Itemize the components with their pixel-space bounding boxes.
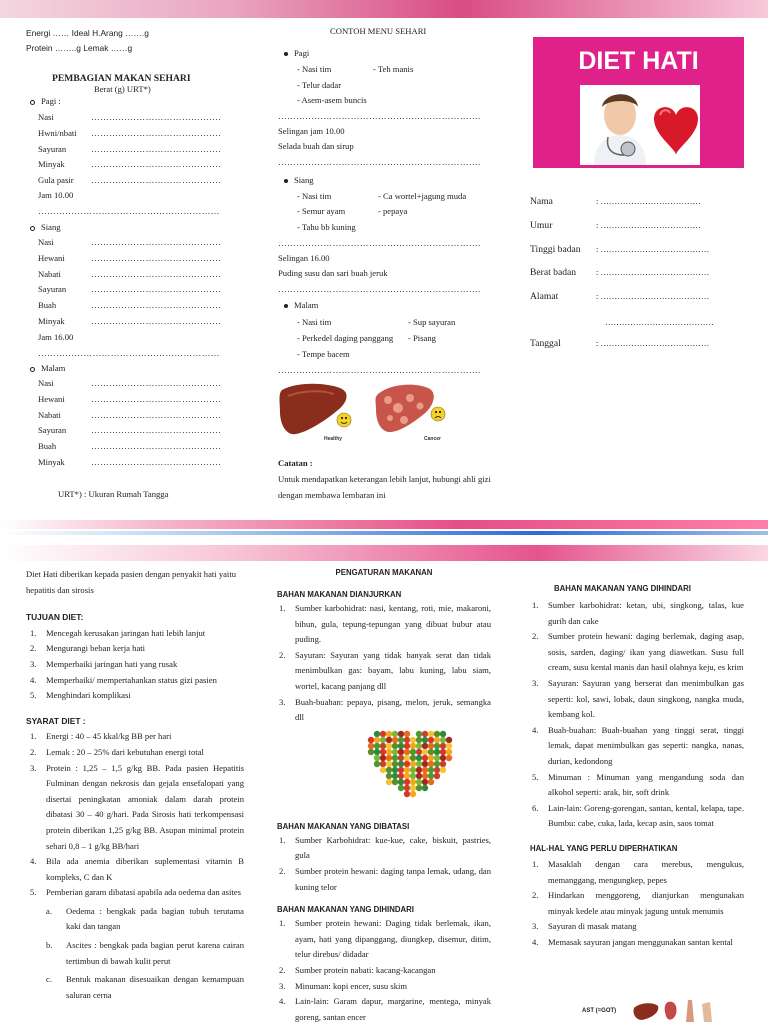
food-amount-dots: …………………………………….: [91, 378, 221, 388]
food-group-label: Minyak: [38, 457, 65, 467]
identity-field-label: Tinggi badan: [530, 244, 581, 255]
list-text: Lain-lain: Garam dapur, margarine, mentega, minyak goreng, santan encer: [295, 996, 491, 1022]
list-item: [26, 761, 244, 855]
identity-field-value: : …………………………………: [596, 245, 710, 254]
list-item: [530, 935, 744, 951]
bottom-right-panel: [530, 582, 744, 950]
sub-list-item: [26, 904, 244, 935]
menu-item: - Sup sayuran: [408, 317, 456, 327]
list-text: Mengurangi beban kerja hati: [46, 643, 146, 654]
list-number: 5.: [30, 887, 37, 898]
sub-list-letter: b.: [46, 940, 53, 951]
food-group-label: Sayuran: [38, 425, 67, 436]
list-number: 4.: [30, 856, 37, 867]
menu-item: - Tahu bb kuning: [297, 222, 356, 232]
menu-dots: ………………………………………………………….: [278, 111, 481, 121]
list-text: Hindarkan menggoreng, dianjurkan mengunakan minyak kedele atau minyak jagung untuk menumis: [548, 890, 744, 916]
list-item: [26, 688, 244, 704]
food-group-label: Nasi: [38, 378, 54, 388]
diet-hati-cover: [533, 37, 744, 168]
list-number: 3.: [532, 677, 539, 688]
list-item: [26, 745, 244, 761]
food-amount-dots: …………………………………….: [91, 441, 221, 452]
list-number: 4.: [532, 724, 539, 735]
list-number: 2.: [279, 649, 286, 660]
list-text: Sayuran: Sayuran yang berserat dan menimbulkan gas seperti: kol, sawi, lobak, daun singkong, nangka muda, kembang kol.: [548, 677, 744, 720]
list-item: [26, 885, 244, 901]
top-decorative-band: [0, 0, 768, 18]
list-item: [277, 864, 491, 895]
menu-dots: ………………………………………………………….: [278, 365, 481, 375]
list-item: [530, 801, 744, 832]
list-text: Memperbaiki jaringan hati yang rusak: [46, 658, 178, 669]
menu-item: - Nasi tim: [297, 191, 332, 201]
menu-item: - Nasi tim: [297, 64, 332, 74]
list-text: Mencegah kerusakan jaringan hati lebih lanjut: [46, 627, 206, 638]
list-text: Protein : 1,25 – 1,5 g/kg BB. Pada pasien Hepatitis Fulminan dengan nekrosis dan gejala ensefalopati yang disertai peningkatan amoniak dalam darah protein dibatasi 30 – 40 g/hari. Pada Sirosis hati terkompensasi protein diberikan 1,25 g/kg BB. Asupan minimal protein sehari 0,8 – 1 g/kg BB/hari: [46, 762, 244, 851]
list-text: Memperbaiki/ mempertahankan status gizi pasien: [46, 674, 217, 685]
list-item: [277, 648, 491, 695]
menu-dots: ………………………………………………………….: [278, 284, 481, 294]
food-group-label: Gula pasir: [38, 175, 74, 186]
list-item: [530, 919, 744, 935]
food-amount-dots: …………………………………….: [91, 300, 221, 311]
ast-label: AST (=GOT): [582, 1008, 617, 1014]
list-text: Minuman : Minuman yang mengandung soda dan alkohol seperti: arak, bir, soft drink: [548, 771, 744, 798]
sub-list-item: [26, 972, 244, 1003]
list-number: 1.: [279, 918, 286, 929]
list-number: 2.: [532, 631, 539, 642]
contoh-menu-title: CONTOH MENU SEHARI: [330, 26, 427, 36]
food-group-label: Minyak: [38, 159, 65, 170]
identity-field: [530, 267, 709, 278]
list-text: Bila ada anemia diberikan suplementasi vitamin B kompleks, C dan K: [46, 856, 244, 882]
list-number: 1.: [279, 603, 286, 613]
food-amount-dots: …………………………………….: [91, 409, 221, 420]
food-amount-dots: …………………………………….: [91, 237, 221, 247]
identity-field-value: : …………………………………: [596, 268, 710, 277]
list-number: 1.: [279, 834, 286, 845]
list-number: 2.: [30, 643, 37, 654]
list-number: 2.: [279, 865, 286, 876]
identity-field: [530, 220, 701, 231]
list-item: [277, 601, 491, 648]
list-item: [277, 833, 491, 864]
menu-item: - Asem-asem buncis: [297, 95, 367, 105]
jam16-dots: ……………………………………………………: [38, 348, 220, 358]
list-item: [277, 979, 491, 995]
middle-blue-band: [0, 531, 768, 535]
list-number: 3.: [532, 921, 539, 932]
food-group-label: Nasi: [38, 112, 54, 122]
urt-footnote: URT*) : Ukuran Rumah Tangga: [58, 489, 169, 499]
energi-line: Energi …… Ideal H.Arang …….g: [26, 28, 149, 38]
identity-field: [530, 244, 709, 255]
list-text: Sumber karbohidrat: nasi, kentang, roti, mie, makaroni, bihun, gula, tepung-tepungan yang dibuat bubur atau puding.: [295, 603, 491, 645]
selingan-1-menu: Selada buah dan sirup: [278, 141, 354, 151]
healthy-label: Healthy: [324, 436, 343, 442]
identity-field-value: : …………………………………: [596, 339, 710, 348]
protein-line: Protein ……..g Lemak ……g: [26, 43, 133, 53]
menu-item: - Teh manis: [373, 64, 414, 74]
sub-list-text: Ascites : bengkak pada bagian perut karena cairan tertimbun di bawah kulit perut: [66, 940, 244, 966]
pengaturan-title: PENGATURAN MAKANAN: [335, 568, 433, 577]
list-text: Lain-lain: Goreng-gorengan, santan, kental, kelapa, tape. Bumbu: cabe, cuka, lada, kecap asin, saos tomat: [548, 802, 744, 829]
food-group-label: Nabati: [38, 409, 61, 420]
list-item: [277, 695, 491, 726]
list-number: 4.: [532, 936, 539, 947]
food-group-label: Hwni/nbati: [38, 127, 77, 138]
list-text: Buah-buahan: pepaya, pisang, melon, jeruk, semangka dll: [295, 696, 491, 723]
doctor-with-heart-photo: [580, 85, 700, 165]
food-group-label: Nasi: [38, 237, 54, 247]
food-amount-dots: …………………………………….: [91, 425, 221, 436]
list-text: Sumber karbohidrat: ketan, ubi, singkong, talas, kue gurih dan cake: [548, 600, 744, 626]
list-item: [530, 629, 744, 676]
menu-dots: ………………………………………………………….: [278, 238, 481, 248]
list-text: Sumber protein nabati: kacang-kacangan: [295, 964, 436, 975]
food-amount-dots: …………………………………….: [91, 284, 221, 295]
list-number: 3.: [30, 658, 37, 669]
list-number: 2.: [532, 890, 539, 901]
jam10-label: Jam 10.00: [38, 190, 74, 200]
list-text: Energi : 40 – 45 kkal/kg BB per hari: [46, 731, 172, 742]
list-item: [277, 994, 491, 1024]
food-group-label: Buah: [38, 441, 57, 452]
identity-field: [530, 338, 709, 349]
column-headers: Berat (g) URT*): [94, 84, 151, 94]
food-amount-dots: …………………………………….: [91, 393, 221, 404]
organ-icons: [630, 998, 750, 1024]
jam16-label: Jam 16.00: [38, 332, 74, 342]
catatan-text: Untuk mendapatkan keterangan lebih lanjut, hubungi ahli gizi dengan membawa lembaran ini: [278, 474, 491, 500]
cancer-label: Cancer: [424, 436, 441, 442]
food-group-label: Buah: [38, 300, 57, 311]
list-item: [26, 657, 244, 673]
identity-field: [530, 291, 709, 302]
cancer-liver-illustration: [374, 380, 454, 442]
list-text: Sayuran di masak matang: [548, 921, 637, 932]
vegetable-heart-image: [277, 726, 491, 822]
food-group-label: Sayuran: [38, 143, 67, 154]
list-number: 2.: [30, 746, 37, 757]
list-item: [530, 598, 744, 629]
malam-heading: Malam: [30, 363, 65, 373]
list-item: [530, 723, 744, 770]
intro-text: Diet Hati diberikan kepada pasien dengan penyakit hati yaitu hepatitis dan sirosis: [26, 569, 236, 595]
list-item: [530, 857, 744, 888]
food-amount-dots: …………………………………….: [91, 143, 221, 154]
dianjurkan-title: BAHAN MAKANAN DIANJURKAN: [277, 590, 402, 599]
cover-title: DIET HATI: [578, 47, 699, 75]
list-number: 1.: [532, 858, 539, 869]
list-number: 5.: [30, 690, 37, 701]
list-number: 2.: [279, 964, 286, 975]
food-amount-dots: …………………………………….: [91, 175, 221, 186]
menu-malam: Malam: [284, 300, 318, 310]
food-group-label: Sayuran: [38, 284, 67, 295]
catatan-title: Catatan :: [278, 458, 313, 468]
menu-item: - pepaya: [378, 206, 408, 216]
list-text: Sumber Karbohidrat: kue-kue, cake, biskuit, pastries, gula: [295, 834, 491, 861]
menu-siang: Siang: [284, 175, 314, 185]
list-text: Sumber protein hewani: Daging tidak berlemak, ikan, ayam, hati yang dipanggang, diungkep, disemur, ditim, telur direbus/ didadar: [295, 918, 491, 960]
menu-item: - Pisang: [408, 333, 436, 343]
hal-title: HAL-HAL YANG PERLU DIPERHATIKAN: [530, 843, 678, 853]
list-item: [26, 673, 244, 689]
bottom-left-panel: [26, 567, 244, 1003]
menu-item: - Telur dadar: [297, 80, 342, 90]
list-item: [530, 676, 744, 723]
food-amount-dots: …………………………………….: [91, 252, 221, 263]
identity-field-value: …………………………………: [605, 318, 714, 327]
identity-field: [530, 196, 701, 207]
sub-list-letter: c.: [46, 974, 52, 985]
lower-pink-band: [0, 545, 768, 561]
list-text: Sumber protein hewani: daging tanpa lemak, udang, dan kuning telor: [295, 865, 491, 892]
syarat-title: SYARAT DIET :: [26, 715, 86, 726]
list-number: 1.: [30, 627, 37, 638]
list-number: 3.: [279, 696, 286, 707]
identity-field-value: : ………………………………: [596, 221, 701, 230]
list-number: 4.: [279, 996, 286, 1007]
list-item: [277, 963, 491, 979]
siang-heading: Siang: [30, 222, 61, 232]
jam10-dots: ……………………………………………………: [38, 206, 220, 216]
identity-field-label: Alamat: [530, 291, 559, 302]
list-item: [530, 888, 744, 919]
list-item: [26, 641, 244, 657]
food-amount-dots: …………………………………….: [91, 457, 221, 467]
dihindari-title-right: BAHAN MAKANAN YANG DIHINDARI: [554, 584, 691, 593]
list-text: Pemberian garam dibatasi apabila ada oedema dan asites: [46, 887, 241, 898]
food-amount-dots: …………………………………….: [91, 316, 221, 326]
identity-field-label: Nama: [530, 196, 553, 207]
food-group-label: Nabati: [38, 268, 61, 279]
food-group-label: Hewani: [38, 252, 65, 263]
food-amount-dots: …………………………………….: [91, 268, 221, 279]
sub-list-text: Bentuk makanan disesuaikan dengan kemampuan saluran cerna: [66, 974, 244, 1000]
sub-list-text: Oedema : bengkak pada bagian tubuh terutama kaki dan tangan: [66, 905, 244, 932]
tujuan-title: TUJUAN DIET:: [26, 612, 84, 623]
list-text: Minuman: kopi encer, susu skim: [295, 980, 408, 991]
list-text: Buah-buahan: Buah-buahan yang tinggi serat, tinggi lemak, dapat menimbulkan gas seperti: nangka, nanas, durian, kedondong: [548, 724, 744, 766]
sub-list-letter: a.: [46, 905, 52, 916]
list-number: 6.: [532, 802, 539, 813]
menu-item: - Nasi tim: [297, 317, 332, 327]
menu-item: - Tempe bacem: [297, 349, 350, 359]
middle-pink-band: [0, 520, 768, 529]
menu-item: - Semur ayam: [297, 206, 346, 216]
list-item: [26, 626, 244, 642]
bottom-middle-panel: [277, 567, 491, 1024]
dibatasi-title: BAHAN MAKANAN YANG DIBATASI: [277, 821, 410, 831]
list-number: 5.: [532, 771, 539, 782]
dihindari-title-middle: BAHAN MAKANAN YANG DIHINDARI: [277, 905, 414, 915]
healthy-liver-illustration: [278, 380, 356, 442]
list-number: 1.: [532, 600, 539, 610]
list-item: [26, 854, 244, 885]
list-item: [277, 916, 491, 963]
selingan-2: Selingan 16.00: [278, 253, 330, 263]
pagi-heading: Pagi :: [30, 96, 61, 106]
food-group-label: Hewani: [38, 393, 65, 404]
list-item: [530, 770, 744, 801]
identity-field-label: Tanggal: [530, 338, 561, 349]
menu-pagi: Pagi: [284, 48, 309, 58]
list-text: Sayuran: Sayuran yang tidak banyak serat dan tidak menimbulkan gas: bayam, labu kuning, labu siam, wortel, kacang panjang dll: [295, 649, 491, 691]
identity-field: [530, 317, 714, 328]
menu-item: - Ca wortel+jagung muda: [378, 191, 467, 201]
identity-field-label: Berat badan: [530, 267, 577, 278]
food-amount-dots: …………………………………….: [91, 127, 221, 138]
identity-field-value: : ………………………………: [596, 197, 701, 206]
identity-field-value: : …………………………………: [596, 292, 710, 301]
list-item: [26, 729, 244, 745]
selingan-2-menu: Puding susu dan sari buah jeruk: [278, 268, 388, 278]
list-text: Sumber protein hewani: daging berlemak, daging asap, sosis, sarden, daging/ ikan yang diawetkan. Susu full cream, susu kental manis dan hasil olahnya keju, es krim: [548, 631, 744, 673]
sub-list-item: [26, 938, 244, 969]
list-number: 3.: [30, 762, 37, 773]
list-number: 1.: [30, 731, 37, 742]
list-text: Masaklah dengan cara merebus, mengukus, memanggang, mengungkep, pepes: [548, 858, 744, 885]
menu-item: - Perkedel daging panggang: [297, 333, 394, 343]
list-text: Lemak : 20 – 25% dari kebutuhan energi total: [46, 746, 204, 757]
list-text: Menghindari komplikasi: [46, 690, 131, 701]
selingan-1: Selingan jam 10.00: [278, 126, 345, 136]
food-amount-dots: …………………………………….: [91, 159, 221, 170]
list-number: 3.: [279, 980, 286, 991]
identity-field-label: Umur: [530, 220, 553, 231]
list-text: Memasak sayuran jangan menggunakan santan kental: [548, 936, 733, 947]
food-group-label: Minyak: [38, 316, 65, 326]
menu-dots: ………………………………………………………….: [278, 157, 481, 167]
pembagian-title: PEMBAGIAN MAKAN SEHARI: [52, 73, 191, 84]
list-number: 4.: [30, 674, 37, 685]
food-amount-dots: …………………………………….: [91, 112, 221, 122]
